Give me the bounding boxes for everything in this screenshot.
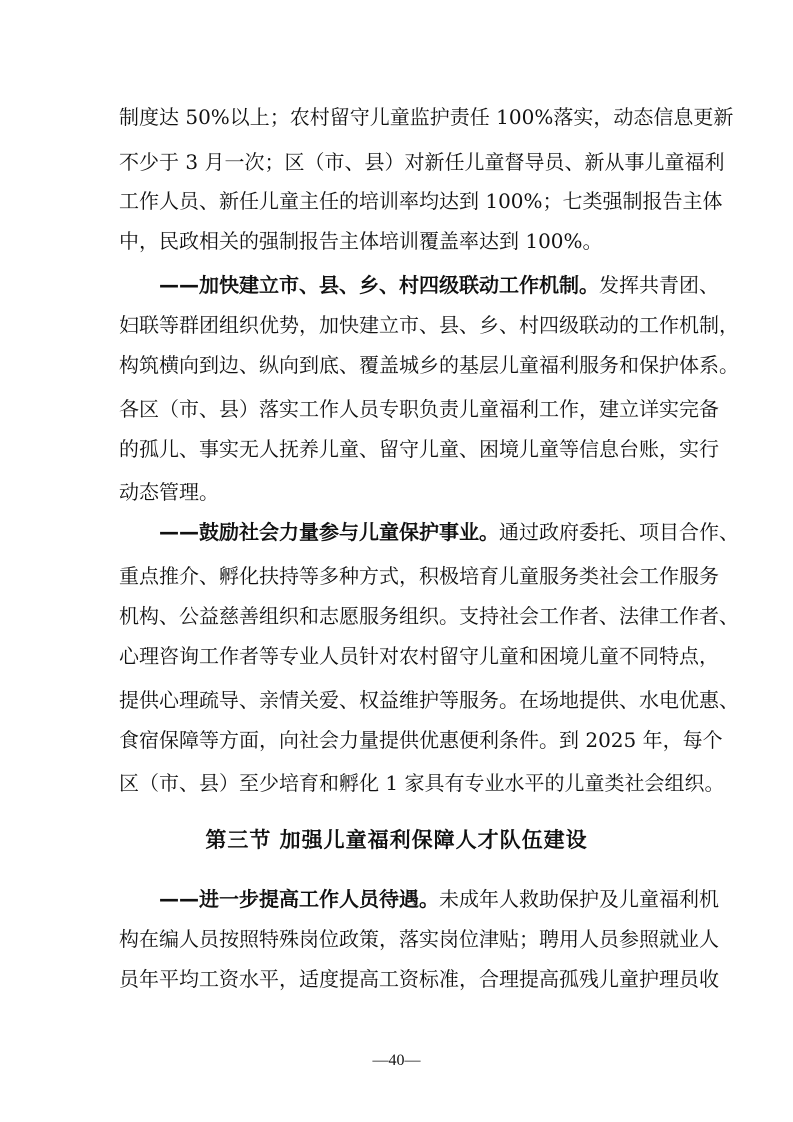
paragraph-first-line bbox=[159, 273, 719, 299]
body-text-line: 构筑横向到边、纵向到底、覆盖城乡的基层儿童福利服务和保护体系。 bbox=[119, 353, 739, 377]
paragraph-title: ——加快建立市、县、乡、村四级联动工作机制。 bbox=[159, 273, 599, 297]
body-text-line: 制度达 50%以上；农村留守儿童监护责任 100%落实，动态信息更新 bbox=[119, 105, 734, 129]
paragraph-first-line bbox=[159, 887, 719, 913]
body-text-line: 机构、公益慈善组织和志愿服务组织。支持社会工作者、法律工作者、 bbox=[119, 604, 739, 628]
paragraph-first-line bbox=[159, 520, 739, 546]
body-text-line: 提供心理疏导、亲情关爱、权益维护等服务。在场地提供、水电优惠、 bbox=[119, 688, 739, 712]
body-text-line: 构在编人员按照特殊岗位政策，落实岗位津贴；聘用人员参照就业人 bbox=[119, 927, 719, 951]
body-text-line: 各区（市、县）落实工作人员专职负责儿童福利工作，建立详实完备 bbox=[119, 397, 719, 421]
body-text-line: 妇联等群团组织优势，加快建立市、县、乡、村四级联动的工作机制， bbox=[119, 313, 739, 337]
body-text-line: 的孤儿、事实无人抚养儿童、留守儿童、困境儿童等信息台账，实行 bbox=[119, 437, 719, 461]
body-text-line: 心理咨询工作者等专业人员针对农村留守儿童和困境儿童不同特点， bbox=[119, 644, 719, 668]
body-text-line: 工作人员、新任儿童主任的培训率均达到 100%；七类强制报告主体 bbox=[119, 189, 723, 213]
body-text-line: 员年平均工资水平，适度提高工资标准，合理提高孤残儿童护理员收 bbox=[119, 967, 719, 991]
body-text-line: 重点推介、孵化扶持等多种方式，积极培育儿童服务类社会工作服务 bbox=[119, 564, 719, 588]
paragraph-text: 通过政府委托、项目合作、 bbox=[499, 520, 739, 544]
body-text-line: 区（市、县）至少培育和孵化 1 家具有专业水平的儿童类社会组织。 bbox=[119, 771, 725, 795]
page-number: —40— bbox=[372, 1052, 421, 1069]
body-text-line: 中，民政相关的强制报告主体培训覆盖率达到 100%。 bbox=[119, 229, 603, 253]
body-text-line: 不少于 3 月一次；区（市、县）对新任儿童督导员、新从事儿童福利 bbox=[119, 150, 725, 174]
section-heading: 第三节 加强儿童福利保障人才队伍建设 bbox=[205, 828, 588, 852]
paragraph-text: 未成年人救助保护及儿童福利机 bbox=[439, 887, 719, 911]
paragraph-title: ——进一步提高工作人员待遇。 bbox=[159, 887, 439, 911]
body-text-line: 食宿保障等方面，向社会力量提供优惠便利条件。到 2025 年，每个 bbox=[119, 728, 723, 752]
body-text-line: 动态管理。 bbox=[119, 480, 219, 504]
paragraph-text: 发挥共青团、 bbox=[599, 273, 719, 297]
paragraph-title: ——鼓励社会力量参与儿童保护事业。 bbox=[159, 520, 499, 544]
